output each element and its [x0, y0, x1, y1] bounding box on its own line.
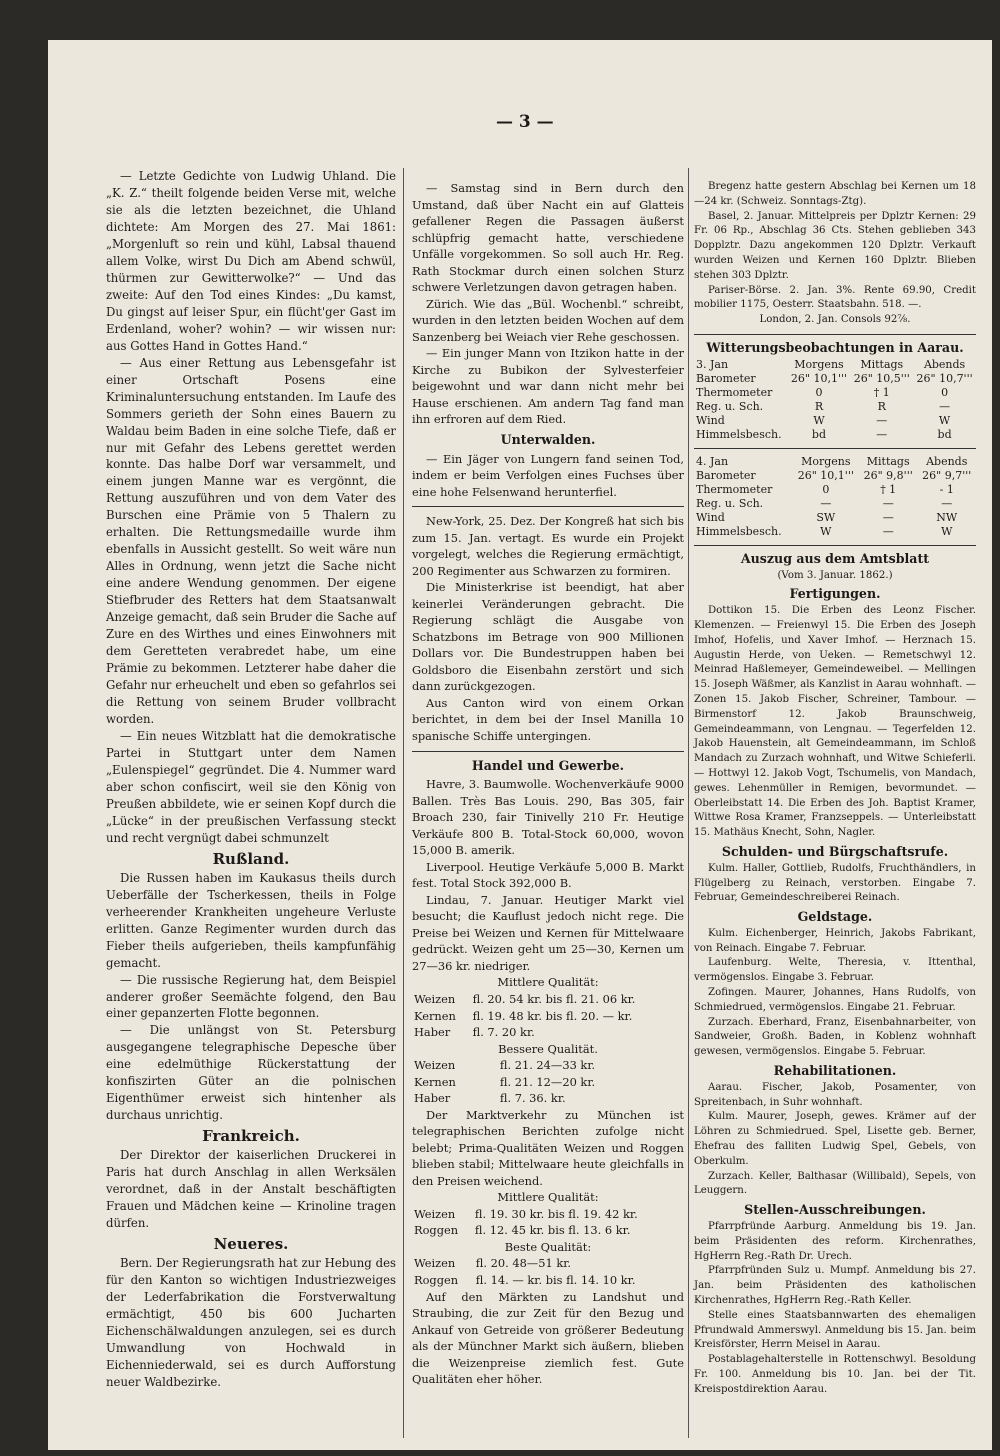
table-header-row: [694, 455, 976, 469]
table-cell: SW: [816, 510, 836, 524]
article-rehab: Zurzach. Keller, Balthasar (Willibald), Sepels, von Leuggern.: [694, 1170, 976, 1197]
article-liverpool: Liverpool. Heutige Verkäufe 5,000 B. Markt fest. Total Stock 392,000 B.: [412, 859, 684, 891]
table-row: [412, 1008, 684, 1025]
table-cell: Thermometer: [696, 482, 773, 496]
table-cell: - 1: [939, 482, 954, 496]
table-row: [412, 1057, 684, 1074]
article-rehab: Kulm. Maurer, Joseph, gewes. Krämer auf der Löhren zu Schmiedrued. Spel, Lisette geb. Berner, Ehefrau des falliten Ludwig Spel, Gebels, von Oberkulm.: [694, 1111, 976, 1167]
table-row: [412, 1222, 684, 1239]
table-row: [694, 483, 976, 497]
table-cell: 26" 9,7''': [922, 468, 972, 482]
article-stelle: Postablagehalterstelle in Rottenschwyl. Besoldung Fr. 100. Anmeldung bis 10. Jan. bei der Tit. Kreispostdirektion Aarau.: [694, 1354, 976, 1395]
table-row: [694, 469, 976, 483]
heading-rehabilitationen: Rehabilitationen.: [773, 1063, 897, 1079]
table-row: [412, 991, 684, 1008]
price-table: [412, 1255, 684, 1288]
article-havre: Havre, 3. Baumwolle. Wochenverkäufe 9000 Ballen. Très Bas Louis. 290, Bas 305, fair Broach 230, fair Tinivelly 210 Fr. Heutige Verkäufe 800 B. Total-Stock 60,000, wovon 15,000 B. amerik.: [412, 777, 684, 858]
table-cell: —: [820, 496, 832, 510]
article-geldstag: Zofingen. Maurer, Johannes, Hans Rudolfs, von Schmiedrued, vermögenslos. Eingabe 21. Februar.: [694, 987, 976, 1013]
column-divider: [688, 168, 689, 1438]
heading-geldstage: Geldstage.: [797, 909, 873, 925]
article-geldstag: Laufenburg. Welte, Theresia, v. Ittenthal, vermögenslos. Eingabe 3. Februar.: [694, 957, 976, 984]
article-newyork: New-York, 25. Dez. Der Kongreß hat sich bis zum 15. Jan. vertagt. Es wurde ein Projekt vorgelegt, welches die Regierung ermächtigt, 200 Regimenter aus Schwarzen zu formiren.: [412, 514, 684, 578]
weather-table-3-jan: [694, 358, 976, 442]
table-cell: —: [939, 399, 951, 413]
article-erfroren: — Ein junger Mann von Itzikon hatte in der Kirche zu Bubikon der Sylvesterfeier beigewohnt und war dann nicht mehr bei Hause erschienen. Am andern Tag fand man ihn erfroren auf dem Ried.: [412, 346, 684, 427]
table-row: [694, 497, 976, 511]
article-rehab: Aarau. Fischer, Jakob, Posamenter, von Spreitenbach, in Suhr wohnhaft.: [694, 1081, 976, 1108]
article-kaukasus: Die Russen haben im Kaukasus theils durch Ueberfälle der Tscherkessen, theils in Folge verheerender Krankheiten ungeheure Verluste erlitten. Ganze Regimenter wurden durch das Fieber theils aufgerieben, theils kampfunfähig gemacht.: [106, 870, 396, 970]
table-cell: 26" 10,1''': [790, 371, 848, 385]
table-row: [694, 372, 976, 386]
table-cell: R: [877, 399, 886, 413]
table-cell: Weizen: [414, 991, 456, 1006]
article-paris: Pariser-Börse. 2. Jan. 3%. Rente 69.90, Credit mobilier 1175, Oesterr. Staatsbahn. 518. —.: [694, 284, 976, 311]
table-header: Mittags: [860, 357, 904, 371]
heading-stellen: Stellen-Ausschreibungen.: [744, 1202, 926, 1218]
table-cell: Wind: [696, 510, 725, 524]
table-cell: W: [941, 524, 953, 538]
table-header: 4. Jan: [696, 454, 729, 468]
article-basel: Basel, 2. Januar. Mittelpreis per Dplztr Kernen: 29 Fr. 06 Rp., Abschlag 36 Cts. Stehen geblieben 343 Dopplztr. Dazu angekommen 120 Dplztr. Verkauft wurden Weizen und Kernen 160 Dplztr. Blieben stehen 303 Dplztr.: [694, 210, 976, 281]
article-landshut: Auf den Märkten zu Landshut und Straubing, die zur Zeit für den Bezug und Ankauf von Getreide von größerer Bedeutung als der Münchner Markt sich äußern, blieben die Weizenpreise ziemlich fest. Gute Qualitäten eher höher.: [412, 1289, 684, 1387]
table-cell: —: [882, 524, 894, 538]
table-row: [412, 1206, 684, 1223]
article-bern: Bern. Der Regierungsrath hat zur Hebung des für den Kanton so wichtigen Industriezweiges der Lederfabrikation die Forstverwaltung ermächtigt, 450 bis 600 Jucharten Eichenschälwaldungen anzulegen, sei es durch Umwandlung von Hochwald in Eichenniederwald, sei es durch Aufforstung neuer Waldbezirke.: [106, 1256, 396, 1389]
table-cell: —: [876, 413, 888, 427]
newspaper-page: [48, 40, 992, 1450]
article-stelle: Stelle eines Staatsbannwarten des ehemaligen Pfrundwald Ammerswyl. Anmeldung bis 15. Jan. beim Kreisförster, Herrn Meisel in Aarau.: [694, 1309, 976, 1351]
table-row: [694, 386, 976, 400]
table-cell: —: [882, 510, 894, 524]
table-cell: 26" 10,7''': [916, 371, 973, 385]
table-cell: fl. 20. 48—51 kr.: [475, 1256, 572, 1271]
table-header: Morgens: [801, 454, 851, 468]
article-fertigungen: Dottikon 15. Die Erben des Leonz Fischer. Klemenzen. — Freienwyl 15. Die Erben des Joseph Imhof, Hofelis, und Xaver Imhof. — Herznach 15. Augustin Herde, von Ueken. — Remetschwyl 12. Meinrad Haßlemeyer, Gemeindeweibel. — Mellingen 15. Joseph Wäßmer, als Kanzlist in Aarau wohnhaft. — Zonen 15. Jakob Fischer, Schreiner, Tambour. — Birmenstorf 12. Jakob Braunschweig, Gemeindeammann, von Lengnau. — Tegerfelden 12. Jakob Hauenstein, alt Gemeindeammann, im Schloß Mandach zu Zurzach wohnhaft, und Witwe Schieferli. — Hottwyl 12. Jakob Vogt, Tschumelis, von Mandach, gewes. Lehenmüller in Remigen, bevormundet. — Oberleibstatt 14. Die Erben des Joh. Baptist Kramer, Wittwe Rosa Kramer, Franzseppels. — Unterleibstatt 15. Mathäus Knecht, Sohn, Nagler.: [694, 605, 976, 839]
amtsblatt-date: (Vom 3. Januar. 1862.): [777, 569, 893, 581]
table-cell: Weizen: [414, 1058, 456, 1073]
table-cell: Reg. u. Sch.: [696, 496, 764, 510]
table-header: Abends: [923, 357, 966, 371]
table-cell: Weizen: [414, 1256, 456, 1271]
table-cell: R: [814, 399, 824, 413]
table-cell: Himmelsbesch.: [696, 427, 782, 441]
table-cell: fl. 21. 24—33 kr.: [499, 1058, 596, 1073]
heading-frankreich: Frankreich.: [202, 1127, 300, 1146]
article-stelle: Pfarrpfründe Aarburg. Anmeldung bis 19. Jan. beim Präsidenten des reform. Kirchenrathes, HgHerrn Reg.-Rath Dr. Urech.: [694, 1221, 976, 1262]
article-flotte: — Die russische Regierung hat, dem Beispiel anderer großer Seemächte folgend, den Bau einer gepanzerten Flotte begonnen.: [106, 972, 396, 1021]
table-cell: Roggen: [414, 1273, 459, 1287]
heading-fertigungen: Fertigungen.: [789, 586, 881, 602]
article-geldstag: Zurzach. Eberhard, Franz, Eisenbahnarbeiter, von Sandweier, Großh. Baden, in Koblenz wohnhaft gewesen, vermögenslos. Eingabe 5. Februar.: [694, 1016, 976, 1058]
table-row: [412, 1024, 684, 1041]
table-header: 3. Jan: [696, 357, 729, 371]
table-cell: fl. 12. 45 kr. bis fl. 13. 6 kr.: [474, 1223, 631, 1238]
price-table: [412, 1206, 684, 1239]
quality-label: Mittlere Qualität:: [497, 1190, 599, 1205]
table-cell: W: [938, 413, 951, 427]
table-cell: —: [876, 427, 888, 441]
article-bregenz: Bregenz hatte gestern Abschlag bei Kernen um 18—24 kr. (Schweiz. Sonntags-Ztg).: [694, 181, 976, 207]
table-cell: NW: [936, 510, 958, 524]
table-row: [412, 1255, 684, 1272]
article-depesche: — Die unlängst von St. Petersburg ausgegangene telegraphische Depesche über eine edelmüthige Rückerstattung der konfiszirten Güter an die polnischen Eigenthümer erweist sich hintenher als durchaus unrichtig.: [106, 1023, 396, 1123]
table-cell: fl. 19. 48 kr. bis fl. 20. — kr.: [472, 1008, 633, 1023]
heading-amtsblatt: Auszug aus dem Amtsblatt: [740, 550, 930, 566]
table-header: Mittags: [866, 454, 910, 468]
article-canton: Aus Canton wird von einem Orkan berichtet, in dem bei der Insel Manilla 10 spanische Schiffe untergingen.: [412, 695, 684, 743]
table-cell: † 1: [873, 385, 890, 399]
table-cell: 0: [815, 385, 823, 399]
table-row: [412, 1074, 684, 1091]
column-2: [412, 180, 684, 1388]
table-cell: Haber: [414, 1025, 451, 1040]
table-cell: W: [813, 413, 825, 427]
article-london: London, 2. Jan. Consols 92⅞.: [759, 314, 911, 326]
table-cell: 26" 10,5''': [853, 371, 910, 385]
page-number: — 3 —: [496, 112, 554, 132]
column-3: [694, 180, 976, 1398]
heading-russland: Rußland.: [212, 849, 290, 868]
article-witzblatt: — Ein neues Witzblatt hat die demokratische Partei in Stuttgart unter dem Namen „Eulenspiegel“ gegründet. Die 4. Nummer ward aber schon confiscirt, weil sie den König von Preußen abbildete, wie er seinen Kopf durch die „Lücke“ in der preußischen Verfassung steckt und recht vergnügt dabei schmunzelt: [106, 728, 396, 845]
article-lindau: Lindau, 7. Januar. Heutiger Markt viel besucht; die Kauflust jedoch nicht rege. Die Preise bei Weizen und Kernen für Mittelwaare gedrückt. Weizen geht um 25—30, Kernen um 27—36 kr. niedriger.: [412, 892, 684, 973]
heading-neueres: Neueres.: [213, 1235, 289, 1254]
article-zuerich: Zürich. Wie das „Bül. Wochenbl.“ schreibt, wurden in den letzten beiden Wochen auf dem Sanzenberg bei Weiach vier Rehe geschossen.: [412, 296, 684, 344]
table-cell: Weizen: [414, 1206, 456, 1221]
column-1: [106, 168, 396, 1391]
table-cell: W: [820, 524, 832, 538]
table-cell: Roggen: [414, 1223, 459, 1238]
price-table: [412, 1057, 684, 1107]
table-cell: Kernen: [414, 1008, 456, 1023]
heading-handel: Handel und Gewerbe.: [471, 757, 625, 773]
table-header-row: [694, 358, 976, 372]
table-cell: —: [941, 496, 953, 510]
table-cell: —: [882, 496, 894, 510]
table-cell: † 1: [880, 482, 897, 496]
table-cell: Haber: [414, 1091, 451, 1106]
column-divider: [403, 168, 404, 1438]
table-cell: Thermometer: [696, 385, 773, 399]
article-geldstag: Kulm. Eichenberger, Heinrich, Jakobs Fabrikant, von Reinach. Eingabe 7. Februar.: [694, 927, 976, 954]
table-row: [412, 1090, 684, 1107]
table-cell: 0: [941, 385, 949, 399]
heading-unterwalden: Unterwalden.: [500, 431, 596, 447]
table-cell: Kernen: [414, 1074, 456, 1089]
table-cell: 0: [822, 482, 830, 496]
heading-witterung: Witterungsbeobachtungen in Aarau.: [706, 339, 964, 355]
table-header: Abends: [926, 454, 968, 468]
divider: [694, 545, 976, 546]
table-cell: fl. 19. 30 kr. bis fl. 19. 42 kr.: [474, 1206, 638, 1221]
article-schulden: Kulm. Haller, Gottlieb, Rudolfs, Fruchthändlers, in Flügelberg zu Reinach, verstorben. Eingabe 7. Februar, Gemeindeschreiberei Reinach.: [694, 862, 976, 904]
table-cell: bd: [811, 427, 827, 441]
table-cell: fl. 7. 36. kr.: [499, 1091, 566, 1106]
table-row: [694, 428, 976, 442]
table-cell: Himmelsbesch.: [696, 524, 782, 538]
article-glatteis: — Samstag sind in Bern durch den Umstand, daß über Nacht ein auf Glatteis gefallener Regen die Passagen äußerst schlüpfrig gemacht hatte, verschiedene Unfälle vorgekommen. So soll auch Hr. Reg. Rath Stockmar durch einen solchen Sturz schwere Verletzungen davon getragen haben.: [412, 181, 684, 295]
table-cell: fl. 20. 54 kr. bis fl. 21. 06 kr.: [472, 991, 636, 1006]
table-cell: fl. 14. — kr. bis fl. 14. 10 kr.: [475, 1273, 636, 1287]
table-row: [412, 1272, 684, 1289]
table-cell: Wind: [696, 413, 725, 427]
quality-label: Bessere Qualität.: [498, 1041, 598, 1056]
table-cell: fl. 7. 20 kr.: [472, 1025, 535, 1040]
article-ministerkrise: Die Ministerkrise ist beendigt, hat aber keinerlei Veränderungen gebracht. Die Regierung schlägt die Ausgabe von Schatzbons im Betrage von 900 Millionen Dollars vor. Die Bundestruppen haben bei Goldsboro die Eisenbahn zerstört und sich dann zurückgezogen.: [412, 580, 684, 694]
article-stelle: Pfarrpfründen Sulz u. Mumpf. Anmeldung bis 27. Jan. beim Präsidenten des katholischen Kirchenrathes, HgHerrn Reg.-Rath Keller.: [694, 1265, 976, 1307]
divider: [412, 751, 684, 752]
divider: [694, 448, 976, 449]
article-muenchen: Der Marktverkehr zu München ist telegraphischen Berichten zufolge nicht belebt; Prima-Qualitäten Weizen und Roggen blieben stabil; Mittelwaare heute gleichfalls in den Preisen weichend.: [412, 1107, 684, 1188]
table-cell: 26" 9,8''': [863, 468, 913, 482]
article-krinoline: Der Direktor der kaiserlichen Druckerei in Paris hat durch Anschlag in allen Werksälen verordnet, daß in der Anstalt beschäftigten Frauen und Mädchen keine — Krinoline tragen dürfen.: [106, 1148, 396, 1231]
article-rettung: — Aus einer Rettung aus Lebensgefahr ist einer Ortschaft Posens eine Kriminaluntersuchung entstanden. Im Laufe des Sommers gerieth der Sohn eines Bauern zu Waldau beim Baden in eine solche Tiefe, daß er nur mit Gefahr des Lebens gerettet werden konnte. Das halbe Dorf war versammelt, und einem jungen Manne war es vergönnt, die Rettung auszuführen und von dem Vater des Burschen eine Prämie von 5 Thalern zu erhalten. Die Rettungsmedaille wurde ihm ebenfalls in Aussicht gestellt. So weit wäre nun Alles in Ordnung, wenn jetzt die Sache nicht eine andere Wendung genommen. Der eigene Stiefbruder des Retters hat dem Staatsanwalt Anzeige gemacht, daß sein Bruder die Sache auf Zure en des Wirthes und eines Einwohners mit dem Geretteten verabredet habe, um eine Prämie zu bekommen. Letzterer habe daher die Gefahr nur erheuchelt und eben so gefahrlos sei die Rettung von seinem Bruder vollbracht worden.: [106, 355, 396, 726]
table-row: [694, 525, 976, 539]
price-table: [412, 991, 684, 1041]
table-cell: Reg. u. Sch.: [696, 399, 764, 413]
article-jaeger: — Ein Jäger von Lungern fand seinen Tod, indem er beim Verfolgen eines Fuchses über eine hohe Felsenwand herunterfiel.: [412, 451, 684, 499]
table-cell: bd: [937, 427, 952, 441]
table-cell: fl. 21. 12—20 kr.: [499, 1074, 596, 1089]
table-header: Morgens: [794, 357, 844, 371]
quality-label: Mittlere Qualität:: [497, 975, 599, 990]
article-uhland: — Letzte Gedichte von Ludwig Uhland. Die „K. Z.“ theilt folgende beiden Verse mit, welche sie als die letzten bezeichnet, die Uhland dichtete: Am Morgen des 27. Mai 1861: „Morgenluft so rein und kühl, Labsal thauend allem Volke, wirst Du Dich am Abend schwül, thürmen zur Gewitterwolke?“ — Und das zweite: Auf den Tod eines Kindes: „Du kamst, Du gingst auf leiser Spur, ein flücht'ger Gast im Erdenland, woher? wohin? — wir wissen nur: aus Gottes Hand in Gottes Hand.“: [106, 169, 396, 353]
table-row: [694, 400, 976, 414]
table-row: [694, 414, 976, 428]
weather-table-4-jan: [694, 455, 976, 539]
divider: [412, 506, 684, 507]
divider: [694, 334, 976, 335]
table-cell: 26" 10,1''': [797, 468, 854, 482]
table-row: [694, 511, 976, 525]
quality-label: Beste Qualität:: [504, 1239, 592, 1254]
table-cell: Barometer: [696, 468, 756, 482]
table-cell: Barometer: [696, 371, 756, 385]
heading-schulden: Schulden- und Bürgschaftsrufe.: [721, 843, 949, 859]
